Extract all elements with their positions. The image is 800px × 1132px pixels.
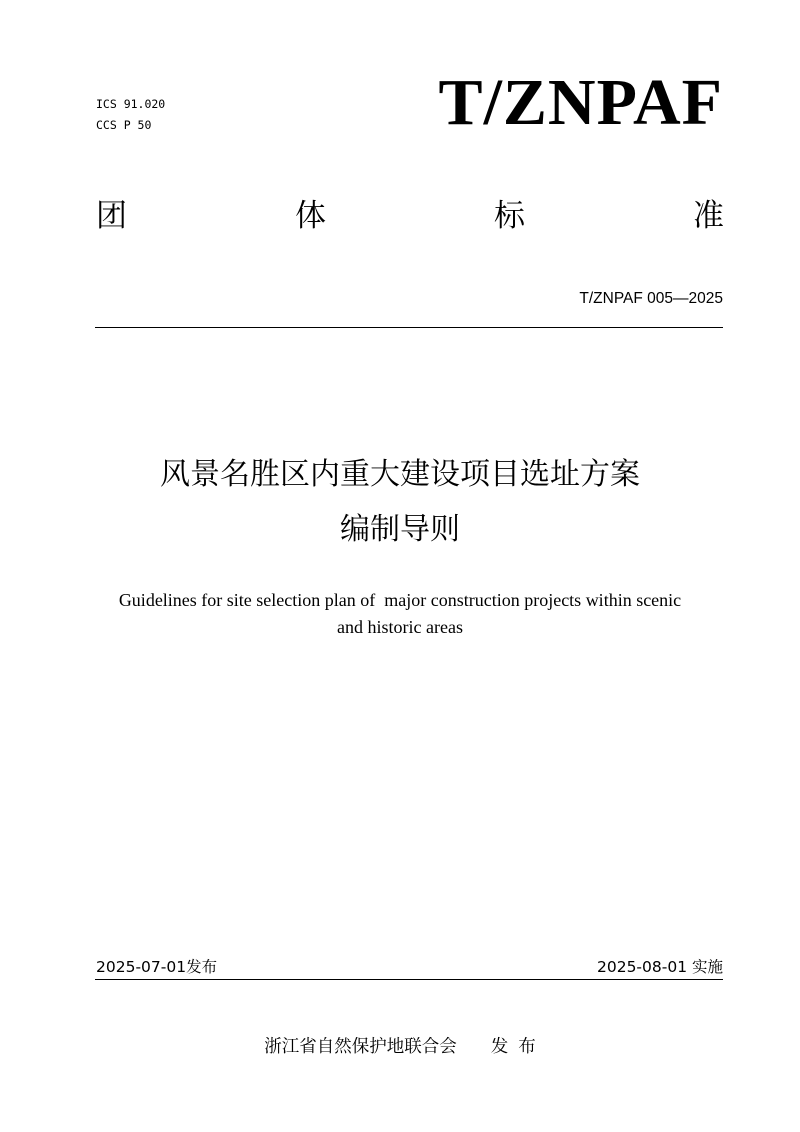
title-en-line1: Guidelines for site selection plan of major construction projects within scenic: [118, 590, 682, 610]
standard-code-heading: T/ZNPAF: [438, 66, 723, 139]
title-cn-line2: 编制导则: [340, 512, 460, 547]
bottom-divider: [95, 979, 723, 980]
document-type-char: 标: [494, 198, 525, 234]
document-type: [96, 194, 724, 238]
publisher-line: [0, 1035, 800, 1059]
publish-action-char: 发: [490, 1037, 509, 1057]
title-en-line2: and historic areas: [337, 617, 463, 637]
ccs-code: CCS P 50: [96, 118, 152, 132]
ics-code: ICS 91.020: [96, 97, 166, 111]
standard-number: T/ZNPAF 005—2025: [579, 290, 723, 307]
issue-date: 2025-07-01发布: [96, 958, 218, 976]
document-type-char: 团: [96, 198, 127, 234]
document-type-char: 准: [693, 198, 724, 234]
publish-action-char: 布: [518, 1037, 536, 1057]
publisher-name: 浙江省自然保护地联合会: [264, 1037, 457, 1057]
title-cn-line1: 风景名胜区内重大建设项目选址方案: [160, 457, 640, 492]
document-type-char: 体: [295, 198, 326, 234]
top-divider: [95, 327, 723, 328]
implementation-date: 2025-08-01 实施: [596, 958, 723, 976]
